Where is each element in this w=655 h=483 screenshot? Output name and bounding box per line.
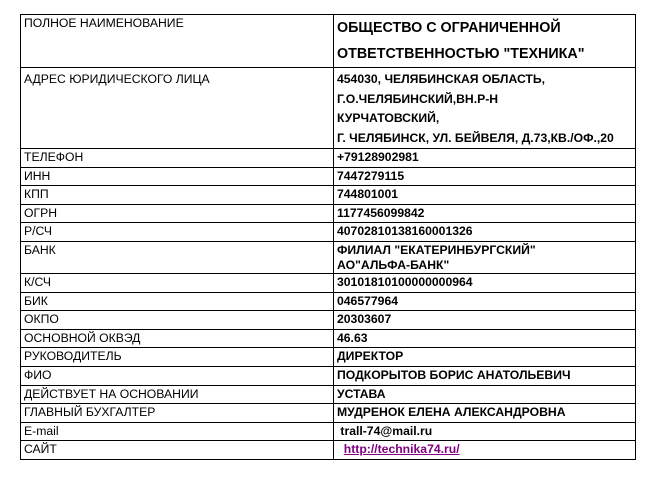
address-line-1: 454030, ЧЕЛЯБИНСКАЯ ОБЛАСТЬ,: [337, 72, 546, 86]
row-inn: [21, 167, 636, 186]
label-okpo: ОКПО: [21, 311, 334, 330]
row-legal-address: [21, 68, 636, 149]
row-fio: [21, 366, 636, 385]
value-fio: ПОДКОРЫТОВ БОРИС АНАТОЛЬЕВИЧ: [334, 366, 636, 385]
row-account: [21, 223, 636, 242]
value-bik: 046577964: [334, 292, 636, 311]
label-phone: ТЕЛЕФОН: [21, 149, 334, 168]
bank-line-1: ФИЛИАЛ "ЕКАТЕРИНБУРГСКИЙ": [337, 242, 536, 257]
label-basis: ДЕЙСТВУЕТ НА ОСНОВАНИИ: [21, 385, 334, 404]
label-okved: ОСНОВНОЙ ОКВЭД: [21, 329, 334, 348]
value-kpp: 744801001: [334, 186, 636, 205]
value-bank: [334, 241, 636, 273]
address-line-3: КУРЧАТОВСКИЙ,: [337, 111, 440, 125]
label-full-name: ПОЛНОЕ НАИМЕНОВАНИЕ: [21, 15, 334, 68]
email-value[interactable]: trall-74@mail.ru: [340, 423, 433, 438]
value-ogrn: 1177456099842: [334, 204, 636, 223]
label-email: E-mail: [21, 422, 334, 441]
full-name-line-1: ОБЩЕСТВО С ОГРАНИЧЕННОЙ: [337, 20, 561, 36]
label-legal-address: АДРЕС ЮРИДИЧЕСКОГО ЛИЦА: [21, 68, 334, 149]
value-site-cell: [334, 441, 636, 460]
label-corr-account: К/СЧ: [21, 273, 334, 292]
value-corr-account: 30101810100000000964: [334, 273, 636, 292]
bank-line-2: АО"АЛЬФА-БАНК": [337, 257, 450, 272]
label-ogrn: ОГРН: [21, 204, 334, 223]
row-bik: [21, 292, 636, 311]
website-link[interactable]: http://technika74.ru/: [343, 442, 460, 457]
row-email: [21, 422, 636, 441]
row-basis: [21, 385, 636, 404]
value-inn: 7447279115: [334, 167, 636, 186]
value-okpo: 20303607: [334, 311, 636, 330]
value-okved: 46.63: [334, 329, 636, 348]
row-bank: [21, 241, 636, 273]
company-details-table: [20, 14, 636, 460]
row-head: [21, 348, 636, 367]
row-ogrn: [21, 204, 636, 223]
value-legal-address: [334, 68, 636, 149]
row-site: [21, 441, 636, 460]
value-full-name: [334, 15, 636, 68]
address-line-4: Г. ЧЕЛЯБИНСК, УЛ. БЕЙВЕЛЯ, Д.73,КВ./ОФ.,20: [337, 130, 614, 145]
address-line-2: Г.О.ЧЕЛЯБИНСКИЙ,ВН.Р-Н: [337, 91, 499, 106]
value-accountant: МУДРЕНОК ЕЛЕНА АЛЕКСАНДРОВНА: [334, 404, 636, 423]
row-okpo: [21, 311, 636, 330]
value-head: ДИРЕКТОР: [334, 348, 636, 367]
row-phone: [21, 149, 636, 168]
value-account: 40702810138160001326: [334, 223, 636, 242]
label-bank: БАНК: [21, 241, 334, 273]
value-email-cell: [334, 422, 636, 441]
label-kpp: КПП: [21, 186, 334, 205]
label-inn: ИНН: [21, 167, 334, 186]
row-full-name: [21, 15, 636, 68]
row-corr-account: [21, 273, 636, 292]
label-account: Р/СЧ: [21, 223, 334, 242]
label-accountant: ГЛАВНЫЙ БУХГАЛТЕР: [21, 404, 334, 423]
row-accountant: [21, 404, 636, 423]
row-okved: [21, 329, 636, 348]
label-site: САЙТ: [21, 441, 334, 460]
value-phone: +79128902981: [334, 149, 636, 168]
value-basis: УСТАВА: [334, 385, 636, 404]
label-bik: БИК: [21, 292, 334, 311]
full-name-line-2: ОТВЕТСТВЕННОСТЬЮ "ТЕХНИКА": [337, 46, 585, 62]
label-fio: ФИО: [21, 366, 334, 385]
row-kpp: [21, 186, 636, 205]
label-head: РУКОВОДИТЕЛЬ: [21, 348, 334, 367]
